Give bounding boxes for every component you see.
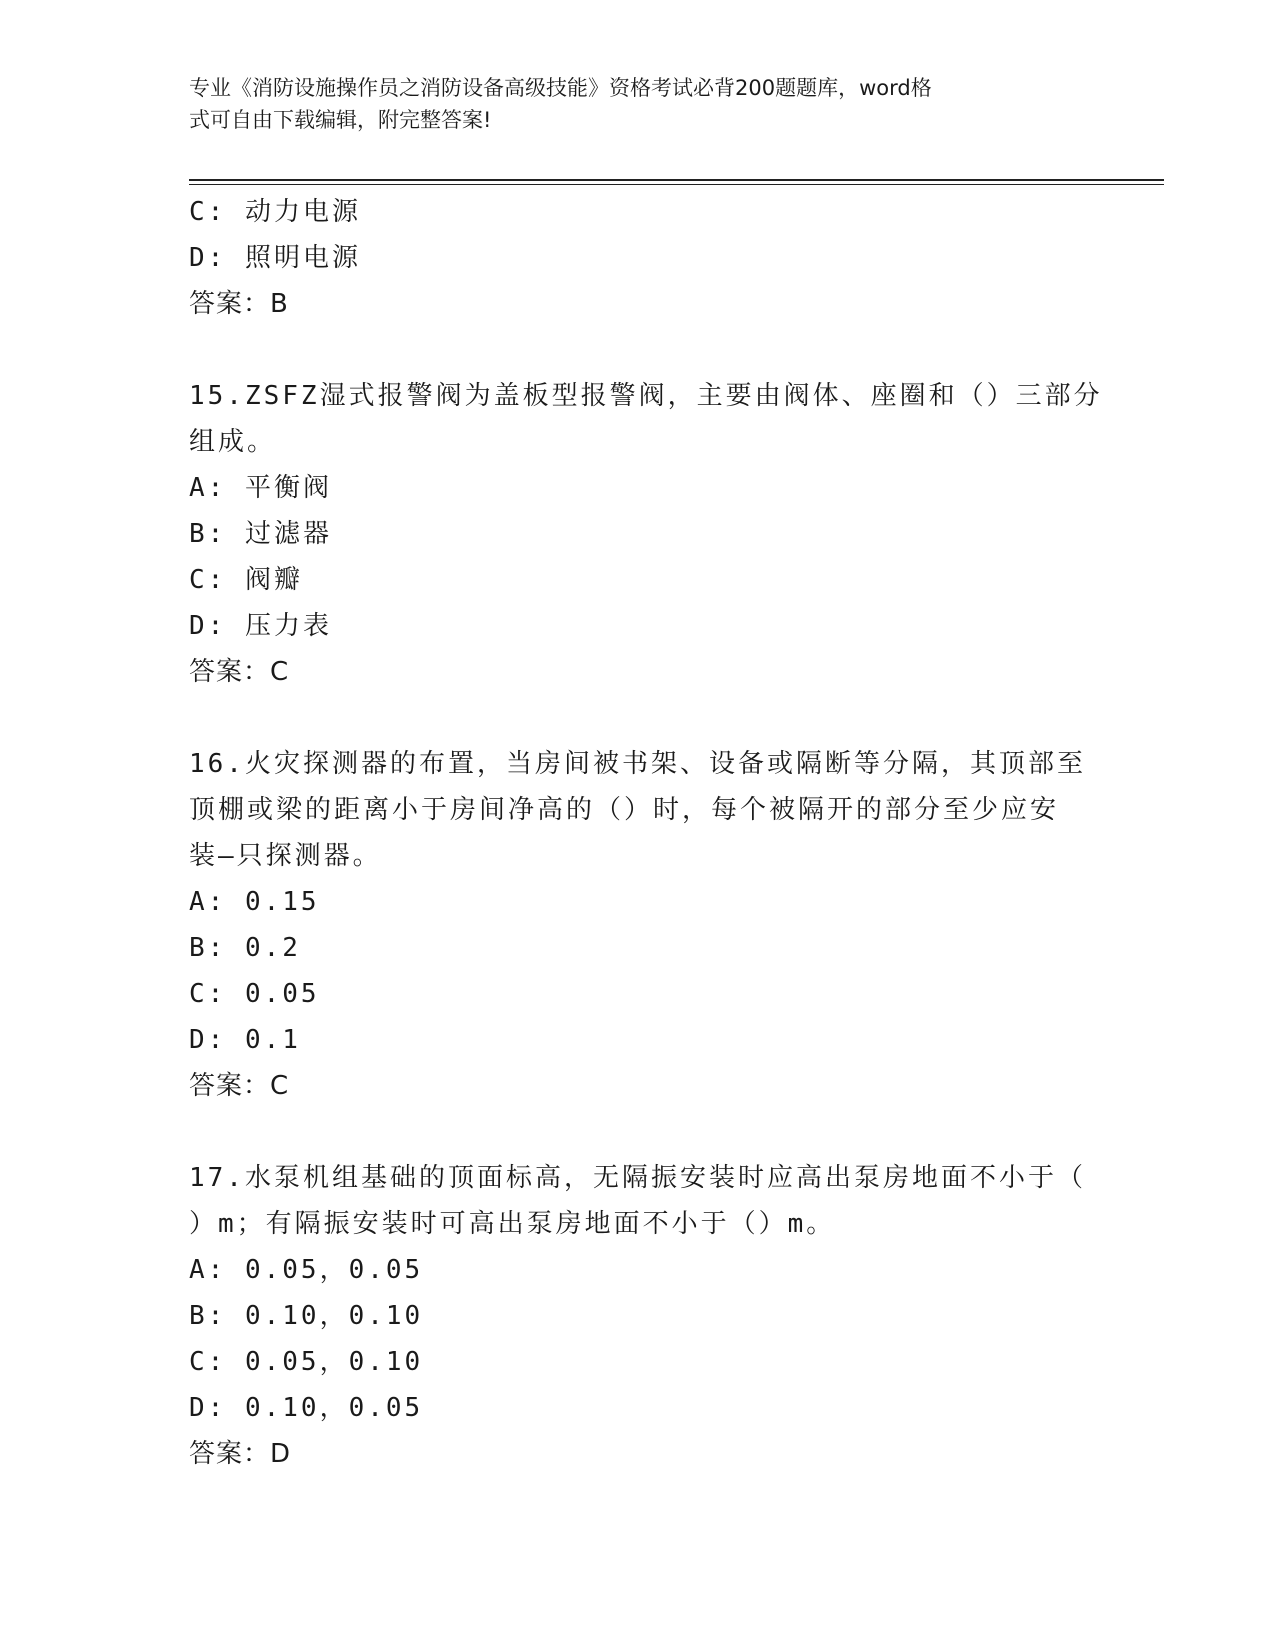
question-gap xyxy=(189,695,1099,741)
question-stem-line: ）m；有隔振安装时可高出泵房地面不小于（）m。 xyxy=(189,1209,836,1239)
question-stem-line: 组成。 xyxy=(189,427,277,457)
option-a: A: 平衡阀 xyxy=(189,473,332,503)
option-b: B: 0.2 xyxy=(189,933,301,963)
option-b: B: 0.10，0.10 xyxy=(189,1301,424,1331)
option-c: C: 0.05，0.10 xyxy=(189,1347,424,1377)
option-d: D: 照明电源 xyxy=(189,243,361,273)
answer-line: 答案：C xyxy=(189,657,290,687)
question-stem-line: 装—只探测器。 xyxy=(189,841,382,871)
header-line-2: 式可自由下载编辑，附完整答案! xyxy=(189,108,492,132)
option-a: A: 0.05，0.05 xyxy=(189,1255,424,1285)
option-d: D: 0.10，0.05 xyxy=(189,1393,424,1423)
option-d: D: 0.1 xyxy=(189,1025,301,1055)
question-15 xyxy=(189,373,1103,695)
question-gap xyxy=(189,327,1099,373)
header-divider-thick xyxy=(189,179,1164,181)
question-14-continued xyxy=(189,189,1099,327)
question-gap xyxy=(189,1109,1099,1155)
question-16 xyxy=(189,741,1099,1109)
question-stem-line: 16.火灾探测器的布置，当房间被书架、设备或隔断等分隔，其顶部至 xyxy=(189,749,1086,779)
answer-line: 答案：B xyxy=(189,289,289,319)
page-header xyxy=(189,72,1089,136)
question-stem-line: 15.ZSFZ湿式报警阀为盖板型报警阀，主要由阀体、座圈和（）三部分 xyxy=(189,381,1103,411)
answer-line: 答案：C xyxy=(189,1071,290,1101)
option-d: D: 压力表 xyxy=(189,611,332,641)
option-c: C: 动力电源 xyxy=(189,197,361,227)
answer-line: 答案：D xyxy=(189,1439,292,1469)
document-body xyxy=(189,189,1103,1477)
question-stem-line: 顶棚或梁的距离小于房间净高的（）时，每个被隔开的部分至少应安 xyxy=(189,795,1060,825)
question-17 xyxy=(189,1155,1099,1477)
option-c: C: 阀瓣 xyxy=(189,565,303,595)
option-b: B: 过滤器 xyxy=(189,519,332,549)
header-divider-thin xyxy=(189,184,1164,185)
option-c: C: 0.05 xyxy=(189,979,320,1009)
option-a: A: 0.15 xyxy=(189,887,320,917)
question-stem-line: 17.水泵机组基础的顶面标高，无隔振安装时应高出泵房地面不小于（ xyxy=(189,1163,1086,1193)
header-line-1: 专业《消防设施操作员之消防设备高级技能》资格考试必背200题题库，word格 xyxy=(189,76,932,100)
